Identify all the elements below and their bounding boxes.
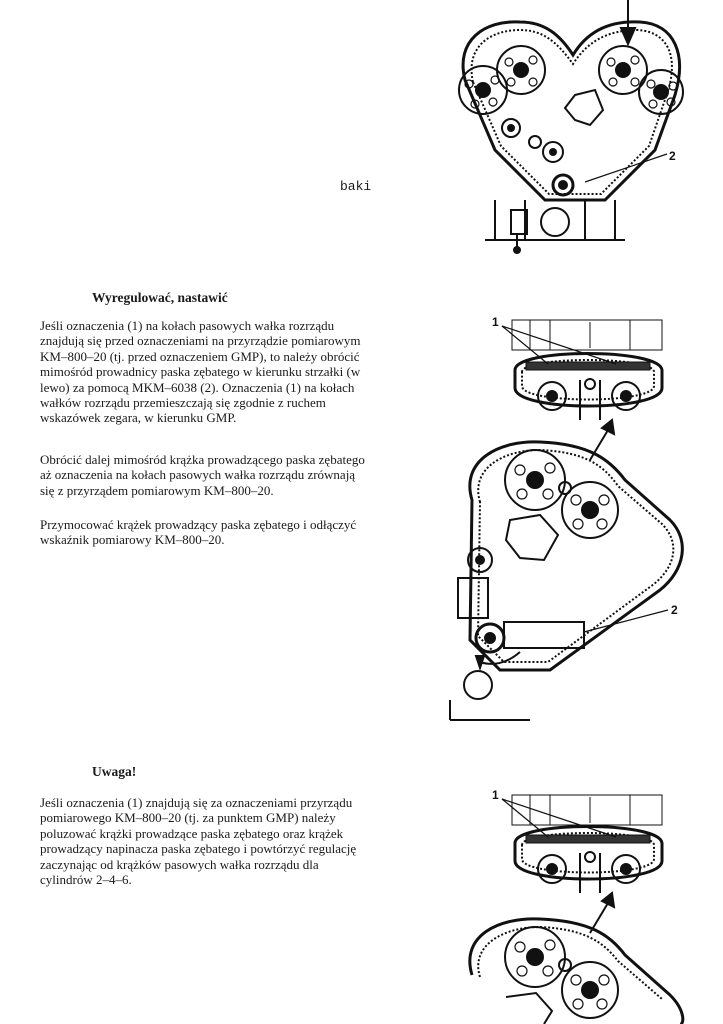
section-heading-note: Uwaga! xyxy=(92,764,137,779)
text-line: znajdują się przed oznaczeniami na przyrządzie pomiarowym xyxy=(40,333,361,349)
paragraph-adjust-2 xyxy=(40,452,420,498)
camshaft-pulley-note-diagram xyxy=(440,785,723,1024)
text-line: prowadzący napinacza paska zębatego i powtórzyć regulację xyxy=(40,841,357,857)
text-line: cylindrów 2–4–6. xyxy=(40,872,132,888)
text-line: wskazówek zegara, w kierunku GMP. xyxy=(40,410,237,426)
paragraph-adjust-3 xyxy=(40,517,420,548)
text-line: wskaźnik pomiarowy KM–800–20. xyxy=(40,532,225,548)
text-line: zaczynając od krążków pasowych wałka rozrządu dla xyxy=(40,856,319,872)
text-line: aż oznaczenia na kołach pasowych wałka rozrządu zrównają xyxy=(40,467,356,483)
text-line: Przymocować krążek prowadzący paska zębatego i odłączyć xyxy=(40,517,357,532)
caption-baki: baki xyxy=(340,179,372,194)
callout-2-top: 2 xyxy=(669,149,676,163)
callout-1-mid: 1 xyxy=(492,315,499,329)
camshaft-pulley-adjustment-diagram xyxy=(440,310,723,725)
text-line: Obrócić dalej mimośród krążka prowadzącego paska zębatego xyxy=(40,452,365,467)
text-line: KM–800–20 (tj. przed oznaczeniem GMP), to należy obrócić xyxy=(40,348,360,364)
text-line: Jeśli oznaczenia (1) na kołach pasowych wałka rozrządu xyxy=(40,318,335,333)
section-heading-adjust: Wyregulować, nastawić xyxy=(92,290,228,305)
callout-1-bottom: 1 xyxy=(492,788,499,802)
paragraph-note xyxy=(40,795,420,887)
text-line: pomiarowego KM–800–20 (tj. za punktem GMP) należy xyxy=(40,810,336,826)
callout-2-mid: 2 xyxy=(671,603,678,617)
paragraph-adjust-1 xyxy=(40,318,420,426)
text-line: Jeśli oznaczenia (1) znajdują się za oznaczeniami przyrządu xyxy=(40,795,353,810)
text-line: mimośród prowadnicy paska zębatego w kierunku strzałki (w xyxy=(40,364,361,380)
text-line: wałków rozrządu przemieszczają się zgodnie z ruchem xyxy=(40,395,326,411)
engine-timing-diagram-top xyxy=(425,0,723,270)
text-line: lewo) za pomocą MKM–6038 (2). Oznaczenia (1) na kołach xyxy=(40,379,355,395)
text-line: poluzować krążki prowadzące paska zębatego oraz krążek xyxy=(40,825,344,841)
text-line: się z przyrządem pomiarowym KM–800–20. xyxy=(40,482,274,498)
